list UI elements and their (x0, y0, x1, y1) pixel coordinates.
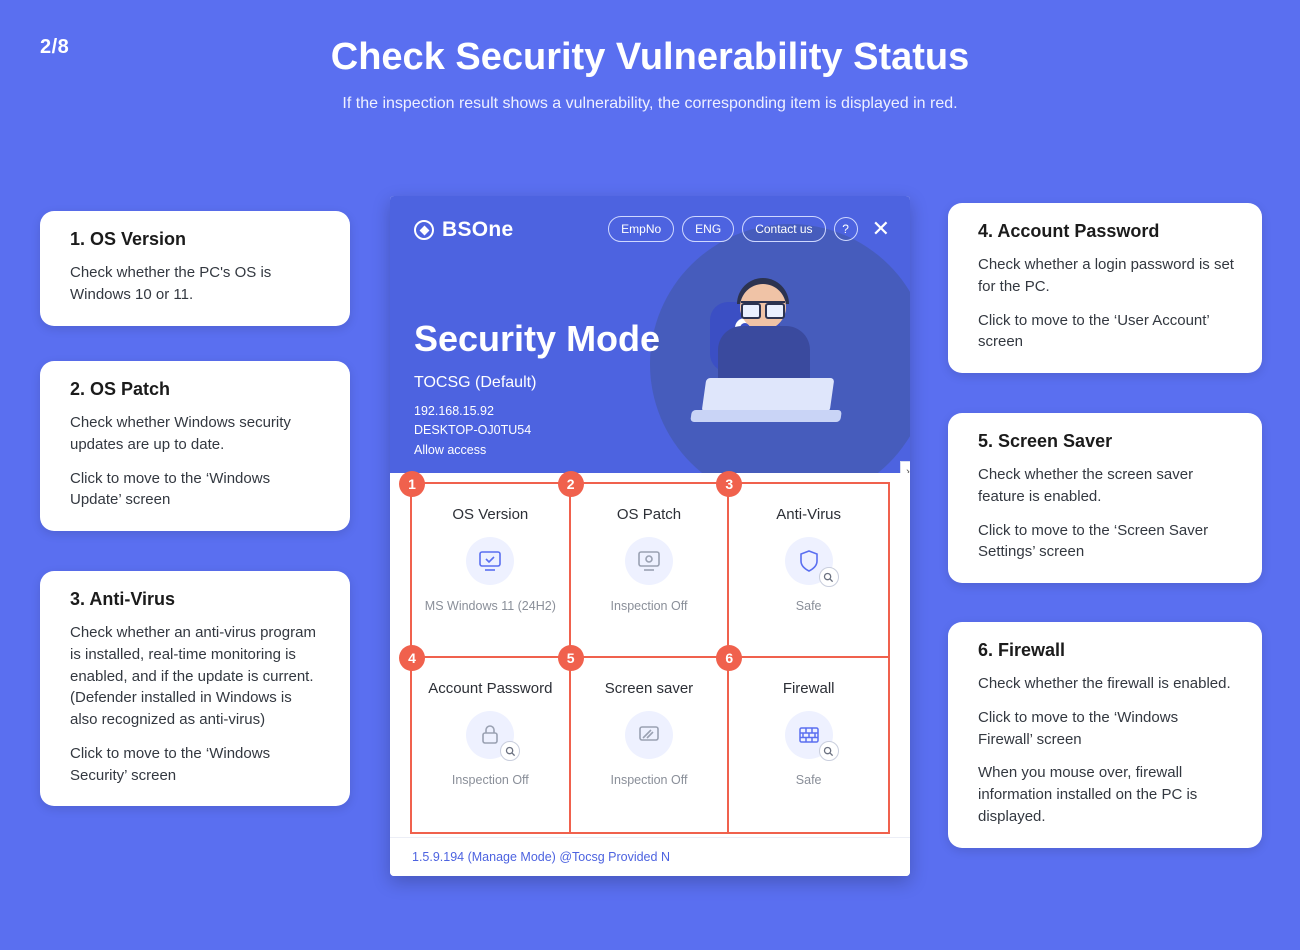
tile-status: MS Windows 11 (24H2) (424, 599, 556, 613)
app-hero (390, 196, 910, 473)
note-card-text: Check whether the PC's OS is Windows 10 or 11. (70, 264, 272, 303)
note-card-title: 5. Screen Saver (978, 431, 1113, 451)
tile-badge: 3 (716, 471, 742, 497)
shield-icon (785, 537, 833, 585)
empno-button[interactable]: EmpNo (608, 216, 674, 242)
page-subtitle: If the inspection result shows a vulnerability, the corresponding item is displayed in red. (342, 95, 958, 112)
brand-mark-icon (414, 220, 434, 240)
note-card-text: Click to move to the ‘Windows Security’ screen (70, 744, 271, 784)
app-logo (414, 218, 514, 242)
note-card-text: Click to move to the ‘User Account’ screen (978, 311, 1210, 351)
access-status: Allow access (414, 442, 487, 457)
hostname: DESKTOP-OJ0TU54 (414, 423, 532, 438)
note-card-title: 2. OS Patch (70, 379, 171, 399)
tile-title: Firewall (782, 680, 835, 697)
screensaver-icon (625, 711, 673, 759)
brand-name: BSOne (442, 218, 514, 241)
language-button[interactable]: ENG (682, 216, 734, 242)
lock-icon (466, 711, 514, 759)
tile-anti-virus[interactable] (725, 476, 888, 658)
note-card-account-password (948, 203, 1262, 373)
note-card-title: 4. Account Password (978, 221, 1160, 241)
tile-title: Screen saver (604, 680, 694, 697)
monitor-update-icon (625, 537, 673, 585)
note-card-screen-saver (948, 413, 1262, 583)
tile-title: Account Password (428, 680, 553, 697)
tile-screen-saver[interactable] (566, 650, 730, 832)
note-card-title: 1. OS Version (70, 229, 187, 249)
tile-status: Inspection Off (610, 599, 688, 613)
ip-address: 192.168.15.92 (414, 404, 494, 418)
tile-badge: 1 (399, 471, 425, 497)
tile-badge: 6 (716, 645, 742, 671)
tile-badge: 2 (558, 471, 584, 497)
tile-title: Anti-Virus (776, 506, 842, 523)
page-title: Check Security Vulnerability Status (330, 36, 970, 78)
close-icon[interactable]: ✕ (871, 216, 890, 241)
bsone-app-window (390, 196, 910, 876)
collapse-toggle[interactable]: › (900, 461, 910, 473)
note-card-text: Check whether Windows security updates are up to date. (70, 414, 291, 453)
help-icon[interactable]: ? (834, 217, 858, 241)
monitor-check-icon (466, 537, 514, 585)
security-check-grid (408, 476, 890, 834)
page-counter: 2/8 (40, 36, 70, 58)
tile-title: OS Version (452, 506, 529, 523)
security-mode-title: Security Mode (414, 318, 661, 359)
note-card-title: 6. Firewall (978, 640, 1066, 660)
tile-status: Inspection Off (451, 773, 529, 787)
tile-firewall[interactable] (725, 650, 888, 832)
note-card-title: 3. Anti-Virus (70, 589, 176, 609)
app-footer: 1.5.9.194 (Manage Mode) @Tocsg Provided N (390, 837, 910, 876)
note-card-os-patch (40, 361, 350, 531)
tile-status: Inspection Off (610, 773, 688, 787)
tile-os-version[interactable] (408, 476, 571, 658)
note-card-text: Click to move to the ‘Windows Update’ screen (70, 469, 271, 509)
magnifier-icon[interactable] (500, 741, 520, 761)
contact-us-button[interactable]: Contact us (742, 216, 825, 242)
note-card-text: Check whether the screen saver feature is enabled. (978, 466, 1194, 505)
tile-status: Safe (795, 773, 822, 787)
tile-status: Safe (795, 599, 822, 613)
note-card-text: Check whether a login password is set for the PC. (978, 256, 1234, 295)
tile-os-patch[interactable] (566, 476, 730, 658)
tile-title: OS Patch (616, 506, 682, 523)
note-card-firewall (948, 622, 1262, 848)
hero-meta (414, 374, 536, 460)
profile-name: TOCSG (Default) (414, 374, 537, 391)
tile-badge: 5 (558, 645, 584, 671)
magnifier-icon[interactable] (819, 567, 839, 587)
note-card-text: Check whether the firewall is enabled. (978, 675, 1231, 692)
note-card-os-version (40, 211, 350, 326)
note-card-text: Click to move to the ‘Windows Firewall’ screen (978, 708, 1179, 748)
note-card-anti-virus (40, 571, 350, 806)
person-illustration (696, 274, 876, 454)
magnifier-icon[interactable] (819, 741, 839, 761)
tile-badge: 4 (399, 645, 425, 671)
firewall-icon (785, 711, 833, 759)
app-top-actions (608, 216, 890, 242)
note-card-text: Click to move to the ‘Screen Saver Settings’ screen (978, 521, 1209, 561)
note-card-text: When you mouse over, firewall information installed on the PC is displayed. (978, 764, 1198, 825)
tile-account-password[interactable] (408, 650, 571, 832)
note-card-text: Check whether an anti-virus program is installed, real-time monitoring is enabled, and if the update is current. (Defender installed in Windows is also recognized as anti-virus) (70, 624, 316, 728)
